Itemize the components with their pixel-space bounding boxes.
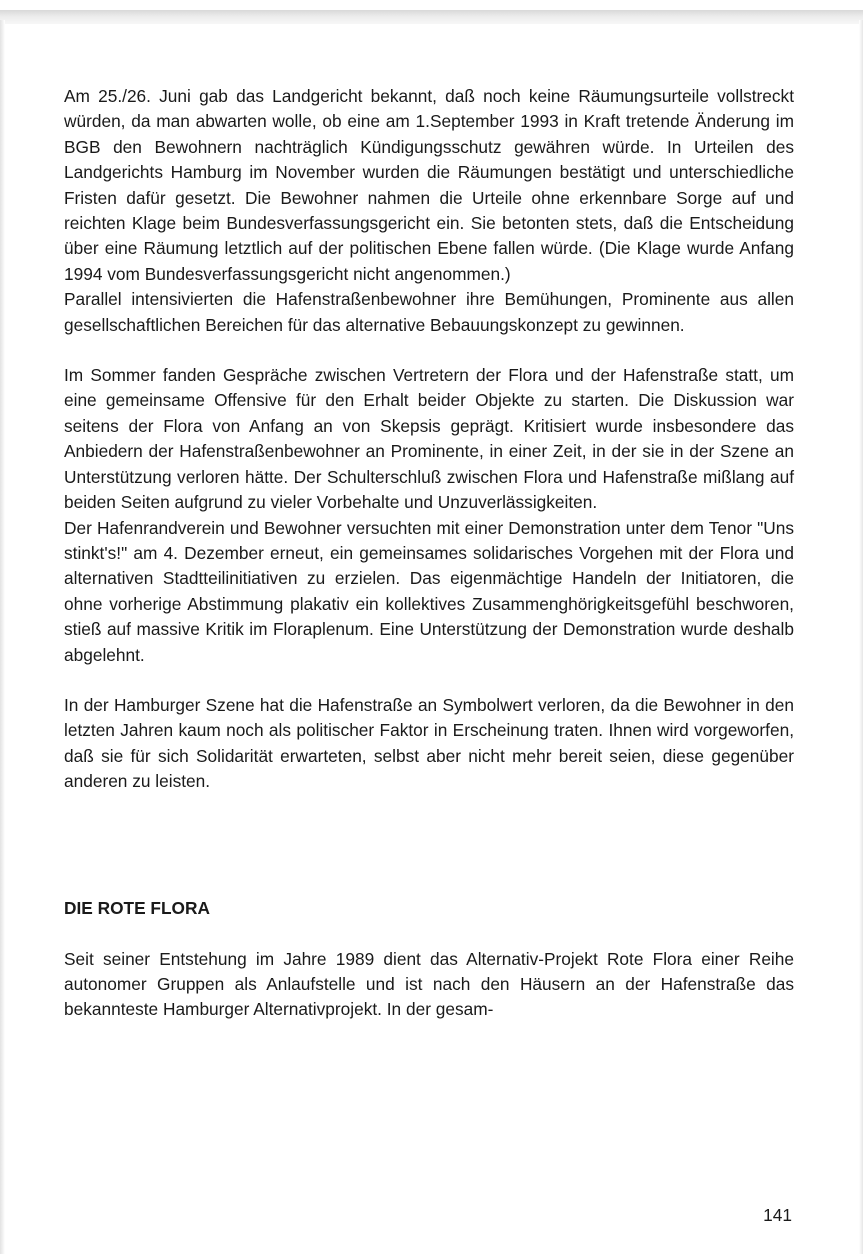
paragraph-symbolic-value: In der Hamburger Szene hat die Hafenstraße an Symbolwert verloren, da die Bewohner in den letzten Jahren kaum noch als politischer Faktor in Erscheinung traten. Ihnen wird vorgeworfen, daß sie für sich Solidarität erwarteten, selbst aber nicht mehr bereit seien, diese gegenüber anderen zu leisten. — [64, 694, 794, 792]
paragraph-rote-flora-intro: Seit seiner Entstehung im Jahre 1989 dient das Alternativ-Projekt Rote Flora einer Reihe autonomer Gruppen als Anlaufstelle und ist nach den Häusern an der Hafenstraße das bekannteste Hamburger Alternativprojekt. In der gesam- — [64, 948, 794, 1020]
paragraph-court-ruling: Am 25./26. Juni gab das Landgericht bekannt, daß noch keine Räumungsurteile vollstreckt würden, da man abwarten wolle, ob eine am 1.September 1993 in Kraft tretende Änderung im BGB den Bewohnern nachträglich Kündigungsschutz gewähren würde. In Urteilen des Landgerichts Hamburg im November wurden die Räumungen bestätigt und unterschiedliche Fristen dafür gesetzt. Die Bewohner nahmen die Urteile ohne erkennbare Sorge auf und reichten Klage beim Bundesverfassungsgericht ein. Sie betonten stets, daß die Entscheidung über eine Räumung letztlich auf der politischen Ebene fallen würde. (Die Klage wurde Anfang 1994 vom Bundesverfassungsgericht nicht angenommen.) — [64, 86, 794, 284]
paragraph-prominent-support: Parallel intensivierten die Hafenstraßenbewohner ihre Bemühungen, Prominente aus allen gesellschaftlichen Bereichen für das alternative Bebauungskonzept zu gewinnen. — [64, 289, 794, 335]
paragraph-summer-talks: Im Sommer fanden Gespräche zwischen Vertretern der Flora und der Hafenstraße statt, um eine gemeinsame Offensive für den Erhalt beider Objekte zu starten. Die Diskussion war seitens der Flora von Anfang an von Skepsis geprägt. Kritisiert wurde insbesondere das Anbiedern der Hafenstraßenbewohner an Prominente, in einer Zeit, in der sie in der Szene an Unterstützung verloren hätte. Der Schulterschluß zwischen Flora und Hafenstraße mißlang auf beiden Seiten aufgrund zu vieler Vorbehalte und Unzuverlässigkeiten. — [64, 365, 794, 513]
section-heading: DIE ROTE FLORA — [64, 897, 210, 918]
scan-edge-right — [859, 20, 863, 1254]
page-number: 141 — [763, 1205, 792, 1225]
paragraph-demonstration: Der Hafenrandverein und Bewohner versuchten mit einer Demonstration unter dem Tenor "Uns stinkt's!" am 4. Dezember erneut, ein gemeinsames solidarisches Vorgehen mit der Flora und alternativen Stadtteilinitiativen zu erzielen. Das eigenmächtige Handeln der Initiatoren, die ohne vorherige Abstimmung plakativ ein kollektives Zusammenghörigkeitsgefühl beschworen, stieß auf massive Kritik im Floraplenum. Eine Unterstützung der Demonstration wurde deshalb abgelehnt. — [64, 517, 794, 665]
scan-edge-left — [0, 20, 5, 1254]
scan-edge-top — [0, 10, 863, 24]
page-body — [64, 84, 794, 1023]
